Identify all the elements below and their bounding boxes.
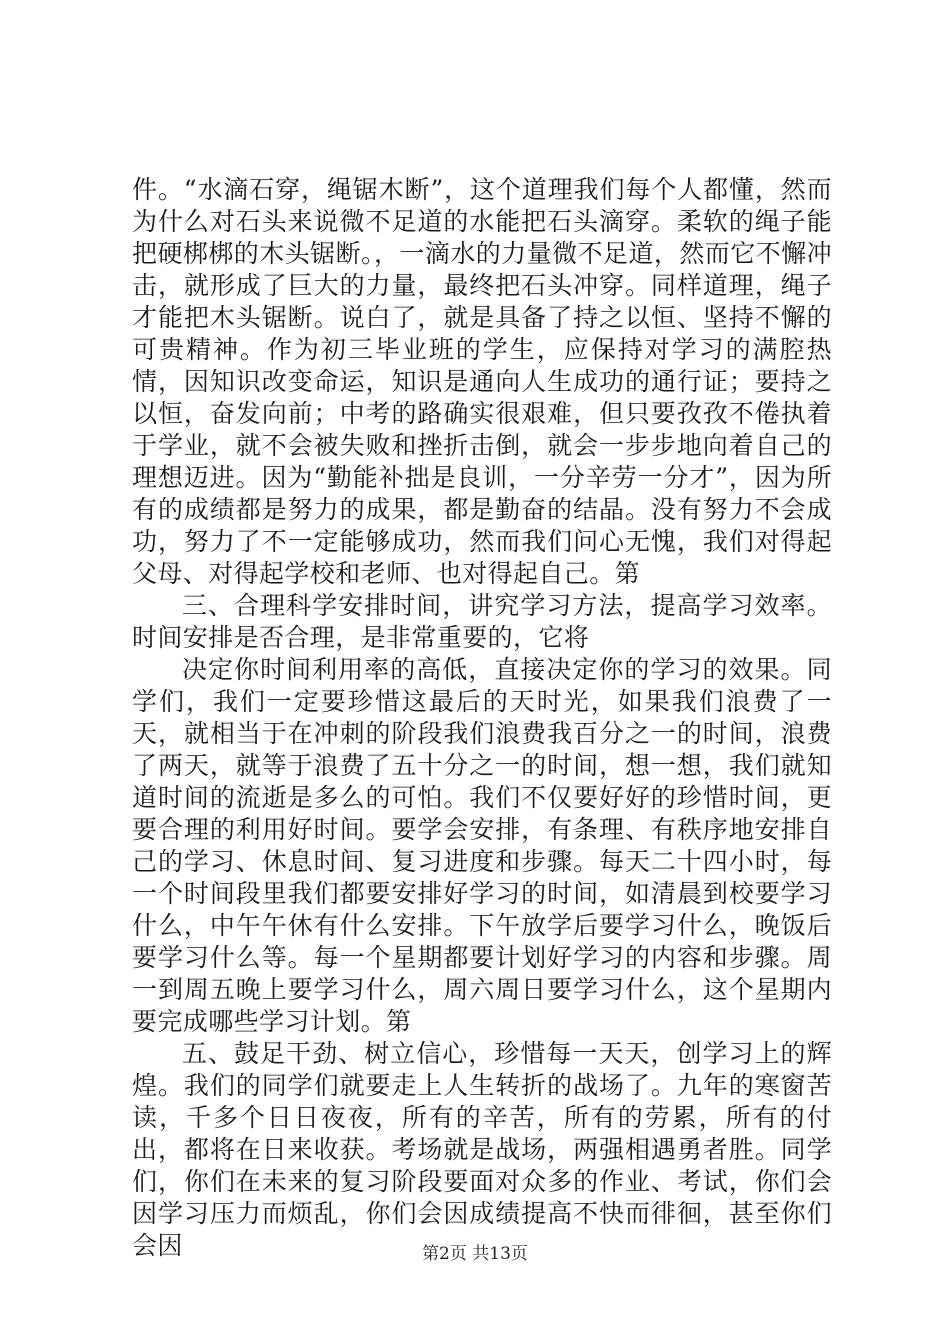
paragraph-continuation: 件。“水滴石穿，绳锯木断”，这个道理我们每个人都懂，然而为什么对石头来说微不足道的水能把石头滴穿。柔软的绳子能把硬梆梆的木头锯断。，一滴水的力量微不足道，然而它不懈冲击，就形成了巨大的力量，最终把石头冲穿。同样道理，绳子才能把木头锯断。说白了，就是具备了持之以恒、坚持不懈的可贵精神。作为初三毕业班的学生，应保持对学习的满腔热情，因知识改变命运，知识是通向人生成功的通行证；要持之以恒，奋发向前；中考的路确实很艰难，但只要孜孜不倦执着于学业，就不会被失败和挫折击倒，就会一步步地向着自己的理想迈进。因为“勤能补拙是良训，一分辛劳一分才”，因为所有的成绩都是努力的成果，都是勤奋的结晶。没有努力不会成功，努力了不一定能够成功，然而我们问心无愧，我们对得起父母、对得起学校和老师、也对得起自己。第 xyxy=(132,175,832,588)
document-body xyxy=(132,174,832,1262)
paragraph-section-five: 五、鼓足干劲、树立信心，珍惜每一天天，创学习上的辉煌。我们的同学们就要走上人生转折的战场了。九年的寒窗苦读，千多个日日夜夜，所有的辛苦，所有的劳累，所有的付出，都将在日来收获。考场就是战场，两强相遇勇者胜。同学们，你们在未来的复习阶段要面对众多的作业、考试，你们会因学习压力而烦乱，你们会因成绩提高不快而徘徊，甚至你们会因 xyxy=(132,1039,832,1260)
paragraph-section-three: 三、合理科学安排时间，讲究学习方法，提高学习效率。时间安排是否合理，是非常重要的，它将 xyxy=(132,591,832,652)
page-number-footer: 第2页 共13页 xyxy=(422,1244,528,1264)
paragraph-time-management: 决定你时间利用率的高低，直接决定你的学习的效果。同学们，我们一定要珍惜这最后的天时光，如果我们浪费了一天，就相当于在冲刺的阶段我们浪费我百分之一的时间，浪费了两天，就等于浪费了五十分之一的时间，想一想，我们就知道时间的流逝是多么的可怕。我们不仅要好好的珍惜时间，更要合理的利用好时间。要学会安排，有条理、有秩序地安排自己的学习、休息时间、复习进度和步骤。每天二十四小时，每一个时间段里我们都要安排好学习的时间，如清晨到校要学习什么，中午午休有什么安排。下午放学后要学习什么，晚饭后要学习什么等。每一个星期都要计划好学习的内容和步骤。周一到周五晚上要学习什么，周六周日要学习什么，这个星期内要完成哪些学习计划。第 xyxy=(132,655,832,1036)
